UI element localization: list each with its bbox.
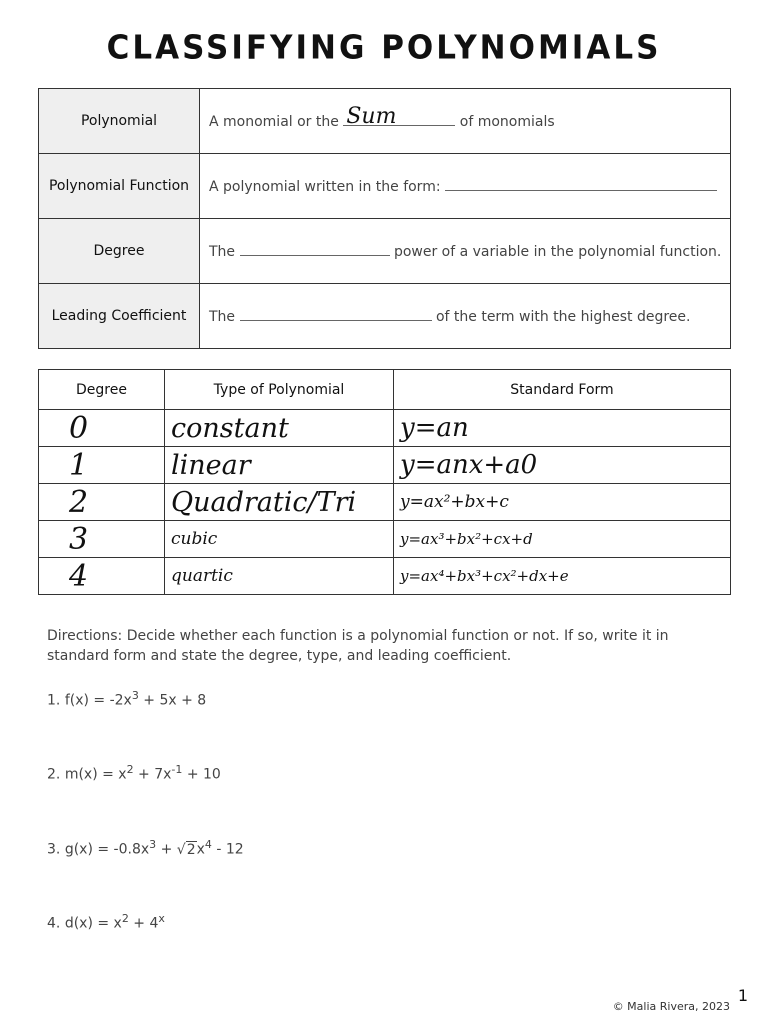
exponent: 3 xyxy=(149,838,157,851)
type-cell[interactable]: quartic xyxy=(165,558,394,595)
vocab-definition xyxy=(200,89,731,154)
vocab-row xyxy=(39,284,731,349)
column-header-type: Type of Polynomial xyxy=(165,370,394,410)
problem-expression: + xyxy=(156,841,177,858)
definition-text: A monomial or the xyxy=(209,113,339,130)
exponent: 2 xyxy=(126,763,134,776)
type-cell[interactable]: cubic xyxy=(165,521,394,558)
page-number: 1 xyxy=(737,986,748,1005)
exponent: 3 xyxy=(131,689,139,702)
form-cell[interactable]: y=anx+a0 xyxy=(394,447,731,484)
vocab-row xyxy=(39,89,731,154)
handwritten-answer: Sum xyxy=(346,103,397,129)
definition-text: A polynomial written in the form: xyxy=(209,178,441,195)
problem-3 xyxy=(47,838,244,858)
form-cell[interactable]: y=ax³+bx²+cx+d xyxy=(394,521,731,558)
table-row xyxy=(39,410,731,447)
exponent: x xyxy=(158,912,165,925)
problem-number: 4. xyxy=(47,915,61,932)
directions-text: Directions: Decide whether each function is a polynomial function or not. If so, write it in standard form and state the degree, type, and leading coefficient. xyxy=(47,628,669,664)
problem-expression: + 7x xyxy=(133,766,172,783)
vocab-definition xyxy=(200,154,731,219)
definition-text: The xyxy=(209,243,236,260)
definition-text: The xyxy=(209,308,236,325)
exponent: 4 xyxy=(204,838,212,851)
problem-number: 3. xyxy=(47,841,61,858)
definition-text: of the term with the highest degree. xyxy=(435,308,691,325)
table-row xyxy=(39,521,731,558)
form-cell[interactable]: y=ax²+bx+c xyxy=(394,484,731,521)
problem-number: 2. xyxy=(47,766,61,783)
problem-expression: f(x) = -2x xyxy=(64,692,132,709)
square-root: √2 xyxy=(176,841,196,858)
type-cell[interactable]: constant xyxy=(165,410,394,447)
problem-2 xyxy=(47,763,221,783)
table-row xyxy=(39,558,731,595)
problem-1 xyxy=(47,689,206,709)
type-cell[interactable]: linear xyxy=(165,447,394,484)
degree-cell[interactable]: 2 xyxy=(39,484,165,521)
form-cell[interactable]: y=ax⁴+bx³+cx²+dx+e xyxy=(394,558,731,595)
table-row xyxy=(39,484,731,521)
degree-cell[interactable]: 4 xyxy=(39,558,165,595)
answer-blank[interactable] xyxy=(445,178,717,191)
degree-cell[interactable]: 1 xyxy=(39,447,165,484)
radicand: 2 xyxy=(186,841,196,858)
vocab-term: Degree xyxy=(39,219,200,284)
exponent: -1 xyxy=(171,763,183,776)
answer-blank[interactable] xyxy=(343,103,455,129)
column-header-degree: Degree xyxy=(39,370,165,410)
problem-expression: x xyxy=(196,841,205,858)
table-row xyxy=(39,447,731,484)
definition-text: power of a variable in the polynomial function. xyxy=(393,243,722,260)
problem-expression: - 12 xyxy=(211,841,244,858)
vocab-row xyxy=(39,219,731,284)
problem-expression: + 5x + 8 xyxy=(138,692,207,709)
copyright-notice: © Malia Rivera, 2023 xyxy=(612,1000,730,1013)
exponent: 2 xyxy=(121,912,129,925)
vocab-definition xyxy=(200,219,731,284)
form-cell[interactable]: y=an xyxy=(394,410,731,447)
definition-text: of monomials xyxy=(459,113,555,130)
degree-cell[interactable]: 3 xyxy=(39,521,165,558)
vocab-term: Polynomial xyxy=(39,89,200,154)
type-cell[interactable]: Quadratic/Tri xyxy=(165,484,394,521)
vocab-row xyxy=(39,154,731,219)
problem-4 xyxy=(47,912,165,932)
answer-blank[interactable] xyxy=(240,308,432,321)
column-header-standard-form: Standard Form xyxy=(394,370,731,410)
problem-number: 1. xyxy=(47,692,61,709)
degree-cell[interactable]: 0 xyxy=(39,410,165,447)
problem-expression: g(x) = -0.8x xyxy=(64,841,150,858)
problem-expression: m(x) = x xyxy=(64,766,127,783)
problem-expression: d(x) = x xyxy=(64,915,122,932)
vocab-definition xyxy=(200,284,731,349)
vocab-term: Leading Coefficient xyxy=(39,284,200,349)
problem-expression: + 4 xyxy=(128,915,159,932)
problem-expression: + 10 xyxy=(182,766,221,783)
vocabulary-table xyxy=(38,88,731,349)
vocab-term: Polynomial Function xyxy=(39,154,200,219)
polynomial-types-table xyxy=(38,369,731,595)
answer-blank[interactable] xyxy=(240,243,390,256)
page-title: CLASSIFYING POLYNOMIALS xyxy=(106,29,662,67)
table-header-row xyxy=(39,370,731,410)
